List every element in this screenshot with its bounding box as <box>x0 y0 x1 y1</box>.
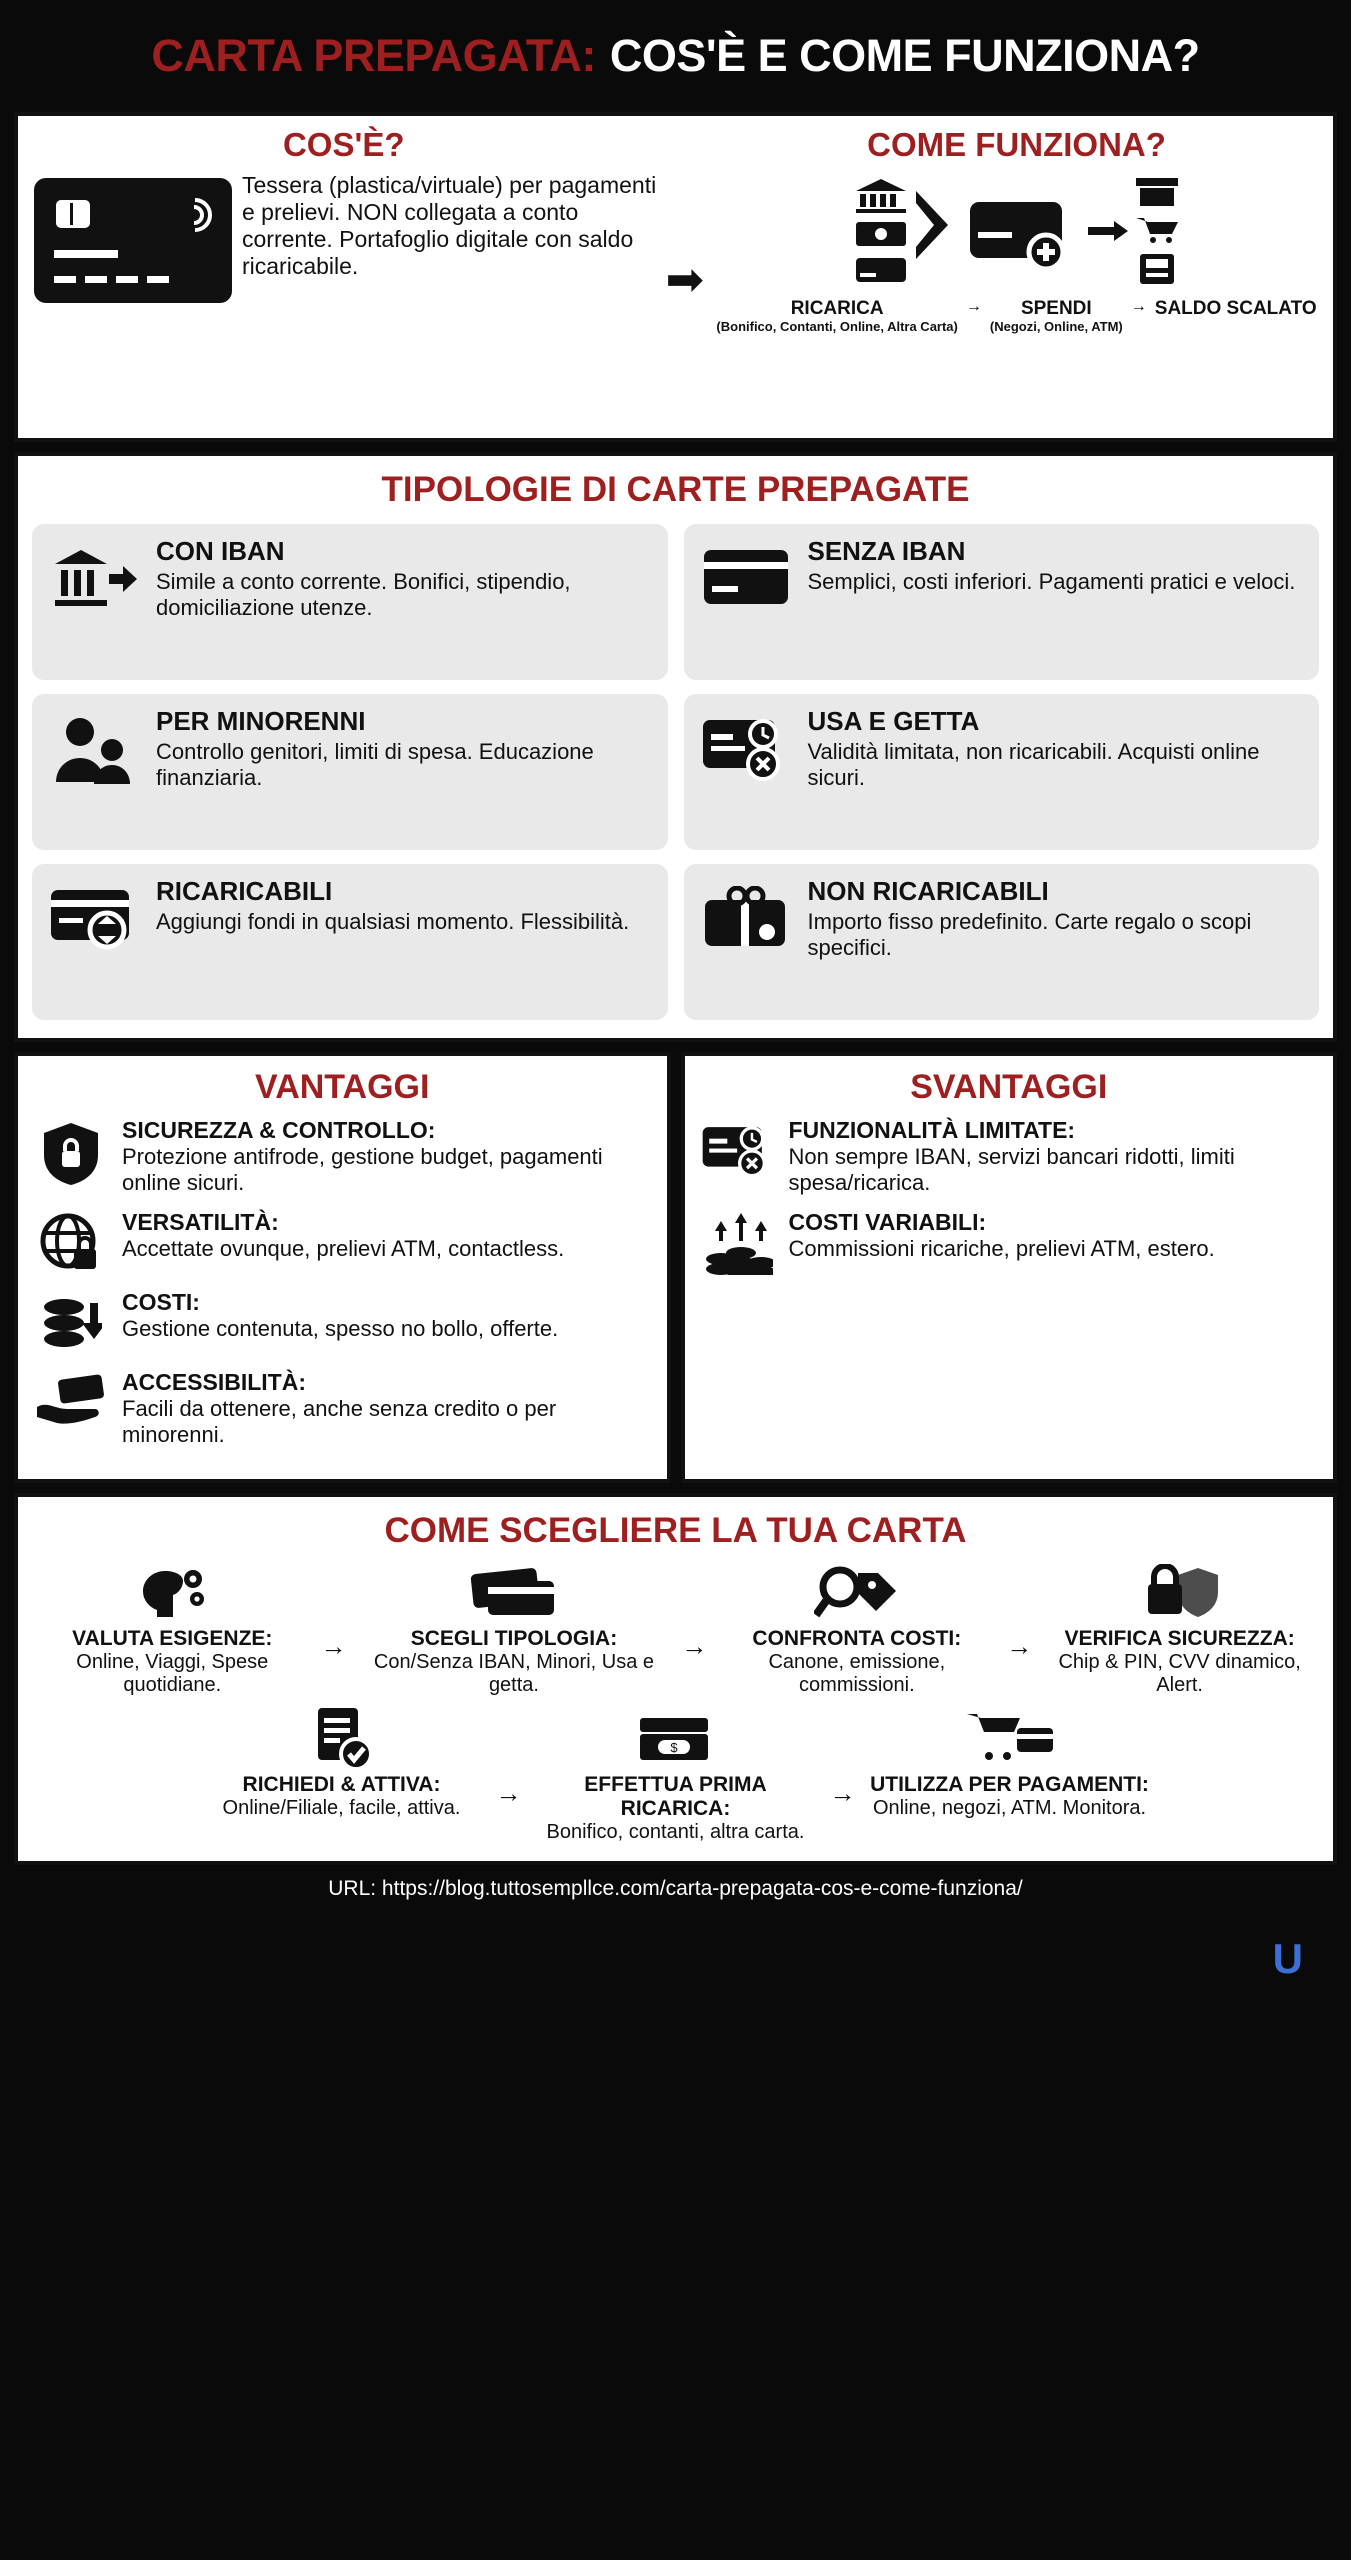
flow-step <box>1155 298 1317 320</box>
type-title: NON RICARICABILI <box>807 876 1049 906</box>
flow-step <box>716 298 957 334</box>
cose-text: Tessera (plastica/virtuale) per pagamenti e prelievi. NON collegata a conto corrente. Portafoglio digitale con saldo ricaricabile. <box>242 172 657 280</box>
vantaggio-text: Gestione contenuta, spesso no bollo, offerte. <box>122 1316 559 1342</box>
vantaggio-item <box>34 1117 651 1195</box>
gift-card-icon <box>698 876 794 952</box>
svantaggio-item <box>701 1209 1318 1275</box>
step-arrow-icon: → <box>681 1630 708 1661</box>
flow-step-sub: (Negozi, Online, ATM) <box>989 319 1123 334</box>
card-expiry-icon <box>698 706 794 782</box>
type-title: SENZA IBAN <box>807 536 966 566</box>
svantaggio-item <box>701 1117 1318 1195</box>
step-confronta-costi <box>711 1561 1002 1697</box>
flow-step-label: SALDO SCALATO <box>1154 298 1317 319</box>
step-title: VERIFICA SICUREZZA: <box>1064 1627 1295 1651</box>
flow-step-sub: (Bonifico, Contanti, Online, Altra Carta) <box>716 319 958 334</box>
banknotes-icon <box>530 1707 822 1771</box>
type-title: RICARICABILI <box>156 876 333 906</box>
come-funziona-column <box>708 126 1325 432</box>
step-utilizza-pagamenti <box>860 1707 1160 1820</box>
atm-icon <box>1134 252 1180 286</box>
step-valuta-esigenze <box>28 1561 317 1697</box>
brain-gears-icon <box>32 1561 313 1625</box>
cart-icon <box>1134 214 1180 246</box>
document-check-icon <box>196 1707 488 1771</box>
type-card-con-iban <box>32 524 668 680</box>
cart-card-icon <box>864 1707 1156 1771</box>
vantaggi-panel <box>14 1052 671 1483</box>
vantaggio-text: Accettate ovunque, prelievi ATM, contactless. <box>122 1236 565 1262</box>
type-text: Semplici, costi inferiori. Pagamenti pratici e veloci. <box>807 569 1296 594</box>
bank-transfer-icon <box>46 536 142 620</box>
title-white: COS'È E COME FUNZIONA? <box>609 30 1200 81</box>
arrow-right-icon <box>1088 219 1128 243</box>
card-refresh-icon <box>46 876 142 952</box>
vantaggio-title: SICUREZZA & CONTROLLO: <box>122 1117 436 1143</box>
cose-title: COS'È? <box>282 126 405 163</box>
flow-step <box>990 298 1123 334</box>
svantaggi-panel <box>681 1052 1338 1483</box>
url-text: URL: https://blog.tuttosempllce.com/carta-prepagata-cos-e-come-funziona/ <box>328 1876 1023 1900</box>
svantaggio-text: Non sempre IBAN, servizi bancari ridotti, limiti spesa/ricarica. <box>788 1144 1235 1195</box>
svg-text:$: $ <box>669 1740 678 1756</box>
type-card-minorenni <box>32 694 668 850</box>
type-text: Importo fisso predefinito. Carte regalo o scopi specifici. <box>807 909 1252 960</box>
converge-arrow-icon <box>914 185 958 277</box>
vantaggio-text: Protezione antifrode, gestione budget, pagamenti online sicuri. <box>122 1144 603 1195</box>
cose-column <box>26 126 661 432</box>
step-text: Online, negozi, ATM. Monitora. <box>872 1797 1147 1820</box>
vantaggio-title: ACCESSIBILITÀ: <box>122 1369 306 1396</box>
section-tipologie <box>14 452 1337 1042</box>
vantaggio-title: COSTI: <box>122 1289 200 1316</box>
shield-lock-icon <box>34 1117 108 1187</box>
section-intro <box>14 112 1337 442</box>
step-text: Online, Viaggi, Spese quotidiane. <box>76 1651 269 1697</box>
shop-icon <box>1134 176 1180 208</box>
title-red: CARTA PREPAGATA: <box>151 30 596 81</box>
step-title: EFFETTUA PRIMA RICARICA: <box>584 1773 767 1821</box>
step-text: Bonifico, contanti, altra carta. <box>546 1821 805 1844</box>
steps-row-1 <box>28 1561 1323 1697</box>
flow-arrow-small-icon: → <box>1130 298 1147 315</box>
section-scegliere <box>14 1493 1337 1865</box>
svantaggio-title: COSTI VARIABILI: <box>788 1209 987 1236</box>
source-url <box>14 1865 1337 1911</box>
svantaggio-title: FUNZIONALITÀ LIMITATE: <box>788 1117 1076 1143</box>
scegliere-title: COME SCEGLIERE LA TUA CARTA <box>384 1511 967 1551</box>
ricarica-icons <box>854 177 908 285</box>
saldo-icons <box>1134 176 1180 286</box>
step-text: Con/Senza IBAN, Minori, Usa e getta. <box>373 1651 655 1697</box>
step-text: Canone, emissione, commissioni. <box>768 1651 946 1697</box>
step-arrow-icon: → <box>320 1630 347 1661</box>
step-text: Chip & PIN, CVV dinamico, Alert. <box>1058 1651 1301 1697</box>
type-title: CON IBAN <box>156 536 285 566</box>
step-title: RICHIEDI & ATTIVA: <box>242 1773 441 1797</box>
step-richiedi-attiva <box>192 1707 492 1820</box>
bank-icon <box>854 177 908 213</box>
flow-arrow-icon: ➡ <box>665 253 705 305</box>
spendi-card-icon <box>964 188 1082 274</box>
step-title: SCEGLI TIPOLOGIA: <box>410 1627 618 1651</box>
step-text: Online/Filiale, facile, attiva. <box>222 1797 461 1820</box>
tipologie-title: TIPOLOGIE DI CARTE PREPAGATE <box>381 470 970 509</box>
prepaid-card-icon <box>34 178 232 303</box>
type-title: USA E GETTA <box>807 706 980 736</box>
footer-logo-area <box>14 1911 1337 2007</box>
vantaggio-item <box>34 1209 651 1275</box>
vantaggio-text: Facili da ottenere, anche senza credito o per minorenni. <box>122 1396 557 1447</box>
card-small-icon <box>854 255 908 285</box>
type-text: Aggiungi fondi in qualsiasi momento. Flessibilità. <box>156 909 630 934</box>
svantaggio-text: Commissioni ricariche, prelievi ATM, estero. <box>788 1236 1215 1262</box>
lock-shield-icon <box>1040 1561 1319 1625</box>
type-card-usa-e-getta <box>684 694 1320 850</box>
flow-step-label: SPENDI <box>1020 298 1092 319</box>
coins-down-icon <box>34 1289 108 1355</box>
card-expiry-icon <box>701 1117 775 1181</box>
step-arrow-icon: → <box>495 1777 522 1808</box>
type-title: PER MINORENNI <box>156 706 366 736</box>
card-plain-icon <box>698 536 794 608</box>
step-prima-ricarica <box>526 1707 826 1844</box>
magnifier-tags-icon <box>715 1561 998 1625</box>
section-pros-cons <box>14 1052 1337 1483</box>
step-arrow-icon: → <box>829 1777 856 1808</box>
come-funziona-title: COME FUNZIONA? <box>867 126 1166 163</box>
cards-stack-icon <box>355 1561 674 1625</box>
type-text: Validità limitata, non ricaricabili. Acquisti online sicuri. <box>807 739 1260 790</box>
vantaggi-title: VANTAGGI <box>255 1068 430 1106</box>
vantaggio-item <box>34 1289 651 1355</box>
globe-bag-icon <box>34 1209 108 1275</box>
flow-arrow-small-icon: → <box>965 298 982 315</box>
hand-card-icon <box>34 1369 108 1427</box>
step-arrow-icon: → <box>1006 1630 1033 1661</box>
steps-row-2 <box>28 1707 1323 1844</box>
type-card-senza-iban <box>684 524 1320 680</box>
type-card-non-ricaricabili <box>684 864 1320 1020</box>
step-title: VALUTA ESIGENZE: <box>72 1627 273 1651</box>
step-scegli-tipologia <box>351 1561 678 1697</box>
svantaggi-title: SVANTAGGI <box>910 1068 1108 1106</box>
type-card-ricaricabili <box>32 864 668 1020</box>
page-title <box>14 0 1337 112</box>
step-verifica-sicurezza <box>1036 1561 1323 1697</box>
type-text: Simile a conto corrente. Bonifici, stipendio, domiciliazione utenze. <box>156 569 571 620</box>
type-text: Controllo genitori, limiti di spesa. Educazione finanziaria. <box>156 739 594 790</box>
cash-icon <box>854 219 908 249</box>
parent-child-icon <box>46 706 142 788</box>
step-title: UTILIZZA PER PAGAMENTI: <box>870 1773 1149 1797</box>
vantaggio-title: VERSATILITÀ: <box>122 1209 279 1236</box>
step-title: CONFRONTA COSTI: <box>752 1627 962 1651</box>
coins-up-icon <box>701 1209 775 1275</box>
flow-step-label: RICARICA <box>790 298 884 319</box>
vantaggio-item <box>34 1369 651 1447</box>
brand-logo: U <box>1272 1934 1303 1982</box>
